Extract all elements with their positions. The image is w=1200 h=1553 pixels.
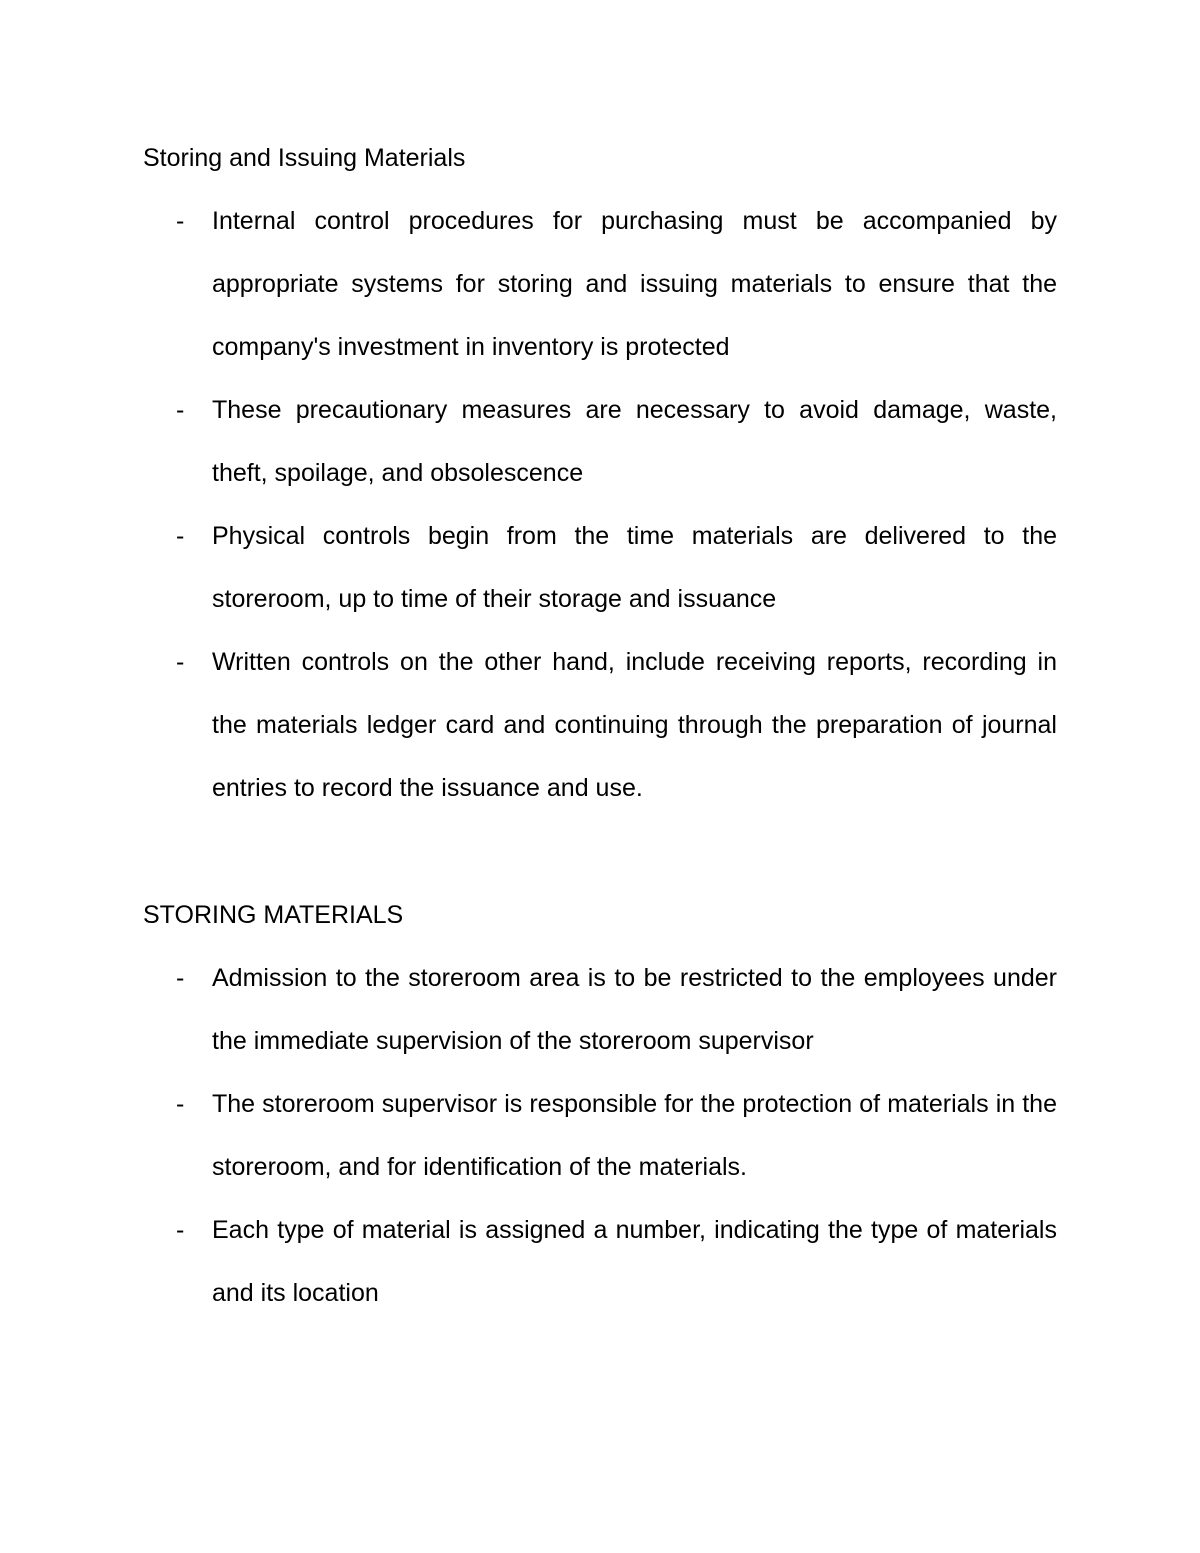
list-item-text: Admission to the storeroom area is to be restricted to the employees under the immediate supervision of the storeroom supervisor [212, 964, 1057, 1055]
list-item-text: Physical controls begin from the time materials are delivered to the storeroom, up to time of their storage and issuance [212, 522, 1057, 613]
list-item-text: Internal control procedures for purchasing must be accompanied by appropriate systems for storing and issuing materials to ensure that the company's investment in inventory is protected [212, 207, 1057, 361]
list-item [0, 379, 1200, 505]
section2-bullet-list [0, 947, 1200, 1325]
list-item [0, 631, 1200, 820]
bullet-dash: - [176, 964, 185, 992]
list-item-text: Written controls on the other hand, include receiving reports, recording in the materials ledger card and continuing through the preparation of journal entries to record the issuance and use. [212, 648, 1057, 802]
bullet-dash: - [176, 396, 185, 424]
bullet-dash: - [176, 207, 185, 235]
list-item [0, 1073, 1200, 1199]
list-item-text: These precautionary measures are necessary to avoid damage, waste, theft, spoilage, and obsolescence [212, 396, 1057, 487]
list-item [0, 947, 1200, 1073]
bullet-dash: - [176, 648, 185, 676]
list-item [0, 190, 1200, 379]
list-item-text: The storeroom supervisor is responsible for the protection of materials in the storeroom, and for identification of the materials. [212, 1090, 1057, 1181]
bullet-dash: - [176, 1090, 185, 1118]
section-title-storing-materials: STORING MATERIALS [143, 901, 404, 929]
list-item-text: Each type of material is assigned a number, indicating the type of materials and its location [212, 1216, 1057, 1307]
list-item [0, 505, 1200, 631]
section1-bullet-list [0, 190, 1200, 820]
list-item [0, 1199, 1200, 1325]
bullet-dash: - [176, 522, 185, 550]
section-title-storing-and-issuing: Storing and Issuing Materials [143, 144, 466, 172]
bullet-dash: - [176, 1216, 185, 1244]
